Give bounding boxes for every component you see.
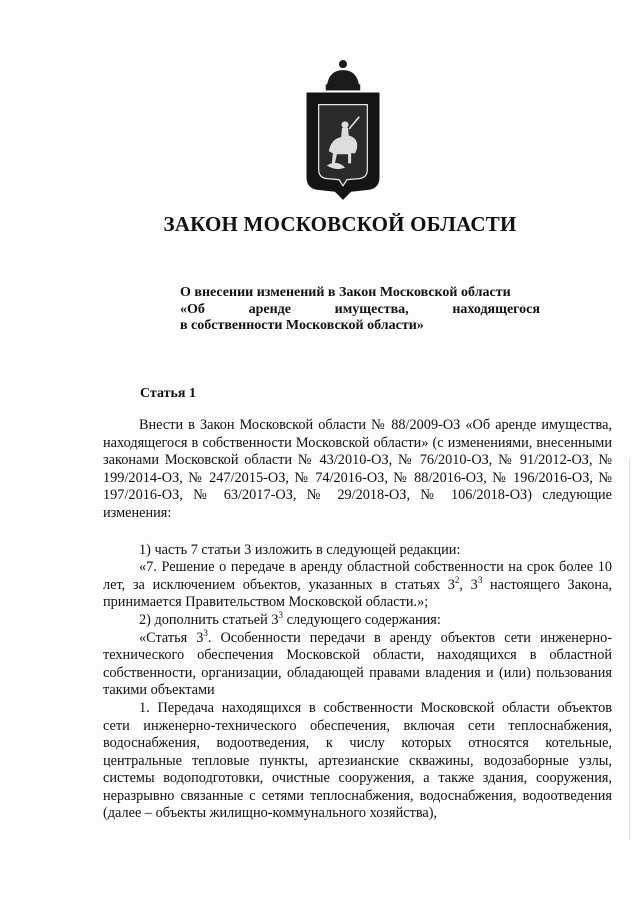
moscow-oblast-coat-of-arms [292, 58, 394, 206]
document-body [103, 417, 612, 823]
law-subject-heading [180, 285, 540, 335]
amendment-item-1: 1) часть 7 статьи 3 изложить в следующей редакции: [139, 541, 461, 558]
subject-line-2 [180, 302, 540, 319]
new-article-paragraph-1: 1. Передача находящихся в собственности Московской области объектов сети инженерно-технического обеспечения, включая сети теплоснабжения, водоснабжения, водоотведения, к числу которых относятся котельные, центральные тепловые пункты, артезианские скважины, водозаборные узлы, системы водоподготовки, очистные сооружения, а также здания, сооружения, неразрывно связанные с сетями теплоснабжения, водоснабжения, водоотведения (далее – объекты жилищно-коммунального хозяйства), [103, 699, 612, 822]
new-article-heading: «Статья $3^3$. Особенности передачи в аренду объектов сети инженерно-технического обеспечения Московской области, находящихся в областной собственности, организации, обладающей правами владения и (или) пользования такими объектами [103, 627, 613, 699]
subject-line-3: в собственности Московской области» [180, 318, 424, 333]
subject-word: аренде [248, 301, 291, 317]
subject-word: находящегося [452, 301, 540, 317]
amendment-item-2: 2) дополнить статьей $3^3$ следующего содержания: [139, 609, 441, 628]
article-heading: Статья 1 [140, 386, 196, 401]
page-edge-mark [629, 460, 636, 840]
amendment-item-1-text: «7. Решение о передаче в аренду областной собственности на срок более 10 лет, за исключением объектов, указанных в статьях $3^2$, $3^3$ настоящего Закона, принимается Правительством Московской области.»; [103, 559, 612, 611]
law-title: ЗАКОН МОСКОВСКОЙ ОБЛАСТИ [163, 212, 517, 236]
subject-word: имущества, [334, 301, 409, 317]
subject-line-1: О внесении изменений в Закон Московской области [180, 285, 511, 300]
intro-paragraph: Внести в Закон Московской области № 88/2009-ОЗ «Об аренде имущества, находящегося в собственности Московской области» (с изменениями, внесенными законами Московской области № 43/2010-ОЗ, № 76/2010-ОЗ, № 91/2012-ОЗ, № 199/2014-ОЗ, № 247/2015-ОЗ, № 74/2016-ОЗ, № 88/2016-ОЗ, № 196/2016-ОЗ, № 197/2016-ОЗ, № 63/2017-ОЗ, № 29/2018-ОЗ, № 106/2018-ОЗ) следующие изменения: [103, 417, 612, 521]
crown-icon [326, 60, 360, 90]
subject-word: «Об [180, 301, 205, 317]
